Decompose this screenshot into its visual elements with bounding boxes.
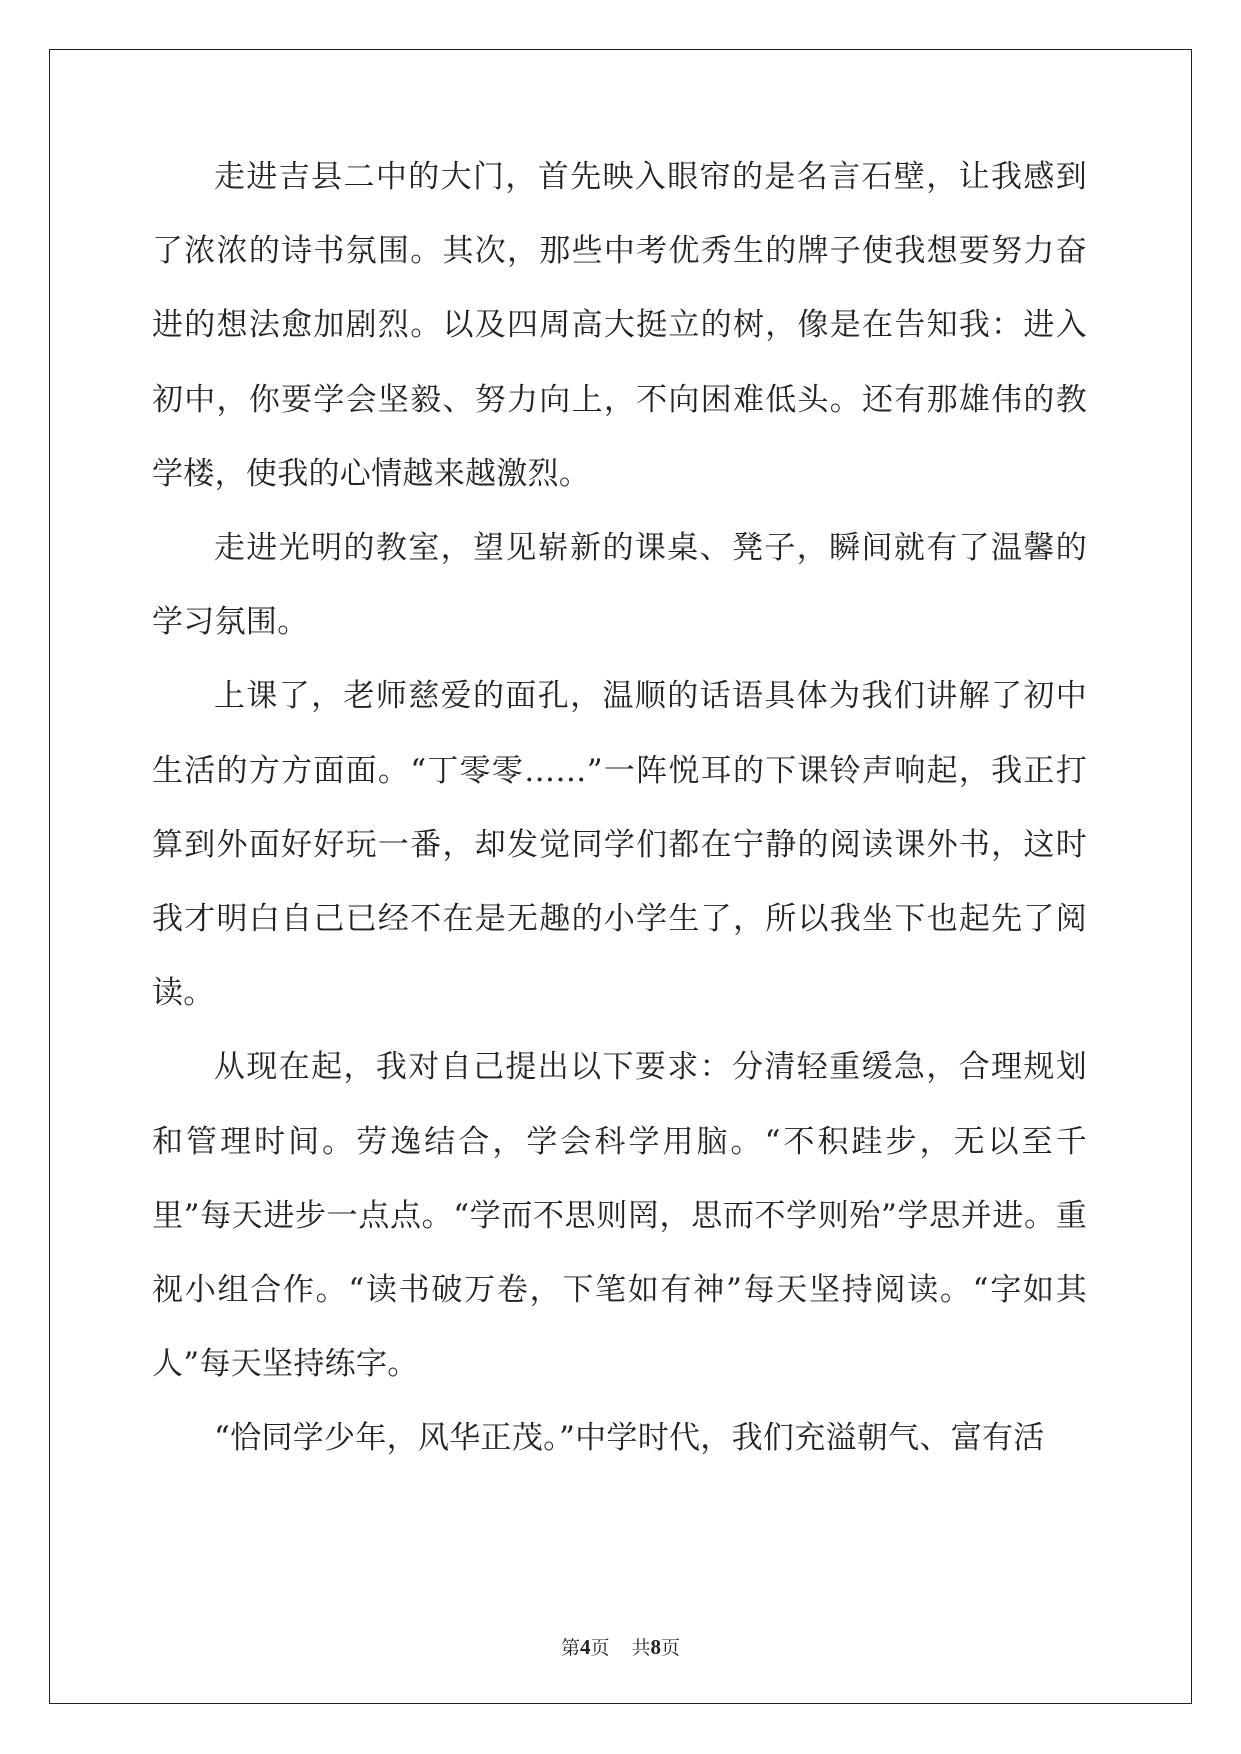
total-page-number: 8 (650, 1635, 662, 1659)
page-footer (0, 1633, 1241, 1660)
page-prefix: 第 (560, 1637, 580, 1659)
page-suffix: 页 (590, 1637, 610, 1659)
paragraph: 从现在起，我对自己提出以下要求：分清轻重缓急，合理规划和管理时间。劳逸结合，学会科学用脑。“不积跬步，无以至千里”每天进步一点点。“学而不思则罔，思而不学则殆”学思并进。重视小组合作。“读书破万卷，下笔如有神”每天坚持阅读。“字如其人”每天坚持练字。 (152, 1049, 1087, 1383)
paragraph: 上课了，老师慈爱的面孔，温顺的话语具体为我们讲解了初中生活的方方面面。“丁零零……”一阵悦耳的下课铃声响起，我正打算到外面好好玩一番，却发觉同学们都在宁静的阅读课外书，这时我才明白自己已经不在是无趣的小学生了，所以我坐下也起先了阅读。 (152, 678, 1087, 1012)
total-prefix: 共 (631, 1637, 651, 1659)
document-body (152, 140, 1087, 1476)
total-suffix: 页 (661, 1637, 681, 1659)
paragraph: 走进吉县二中的大门，首先映入眼帘的是名言石壁，让我感到了浓浓的诗书氛围。其次，那些中考优秀生的牌子使我想要努力奋进的想法愈加剧烈。以及四周高大挺立的树，像是在告知我：进入初中，你要学会坚毅、努力向上，不向困难低头。还有那雄伟的教学楼，使我的心情越来越激烈。 (152, 159, 1087, 492)
paragraph: “恰同学少年，风华正茂。”中学时代，我们充溢朝气、富有活 (214, 1420, 1045, 1457)
paragraph: 走进光明的教室，望见崭新的课桌、凳子，瞬间就有了温馨的学习氛围。 (152, 530, 1087, 641)
current-page-number: 4 (579, 1635, 591, 1659)
